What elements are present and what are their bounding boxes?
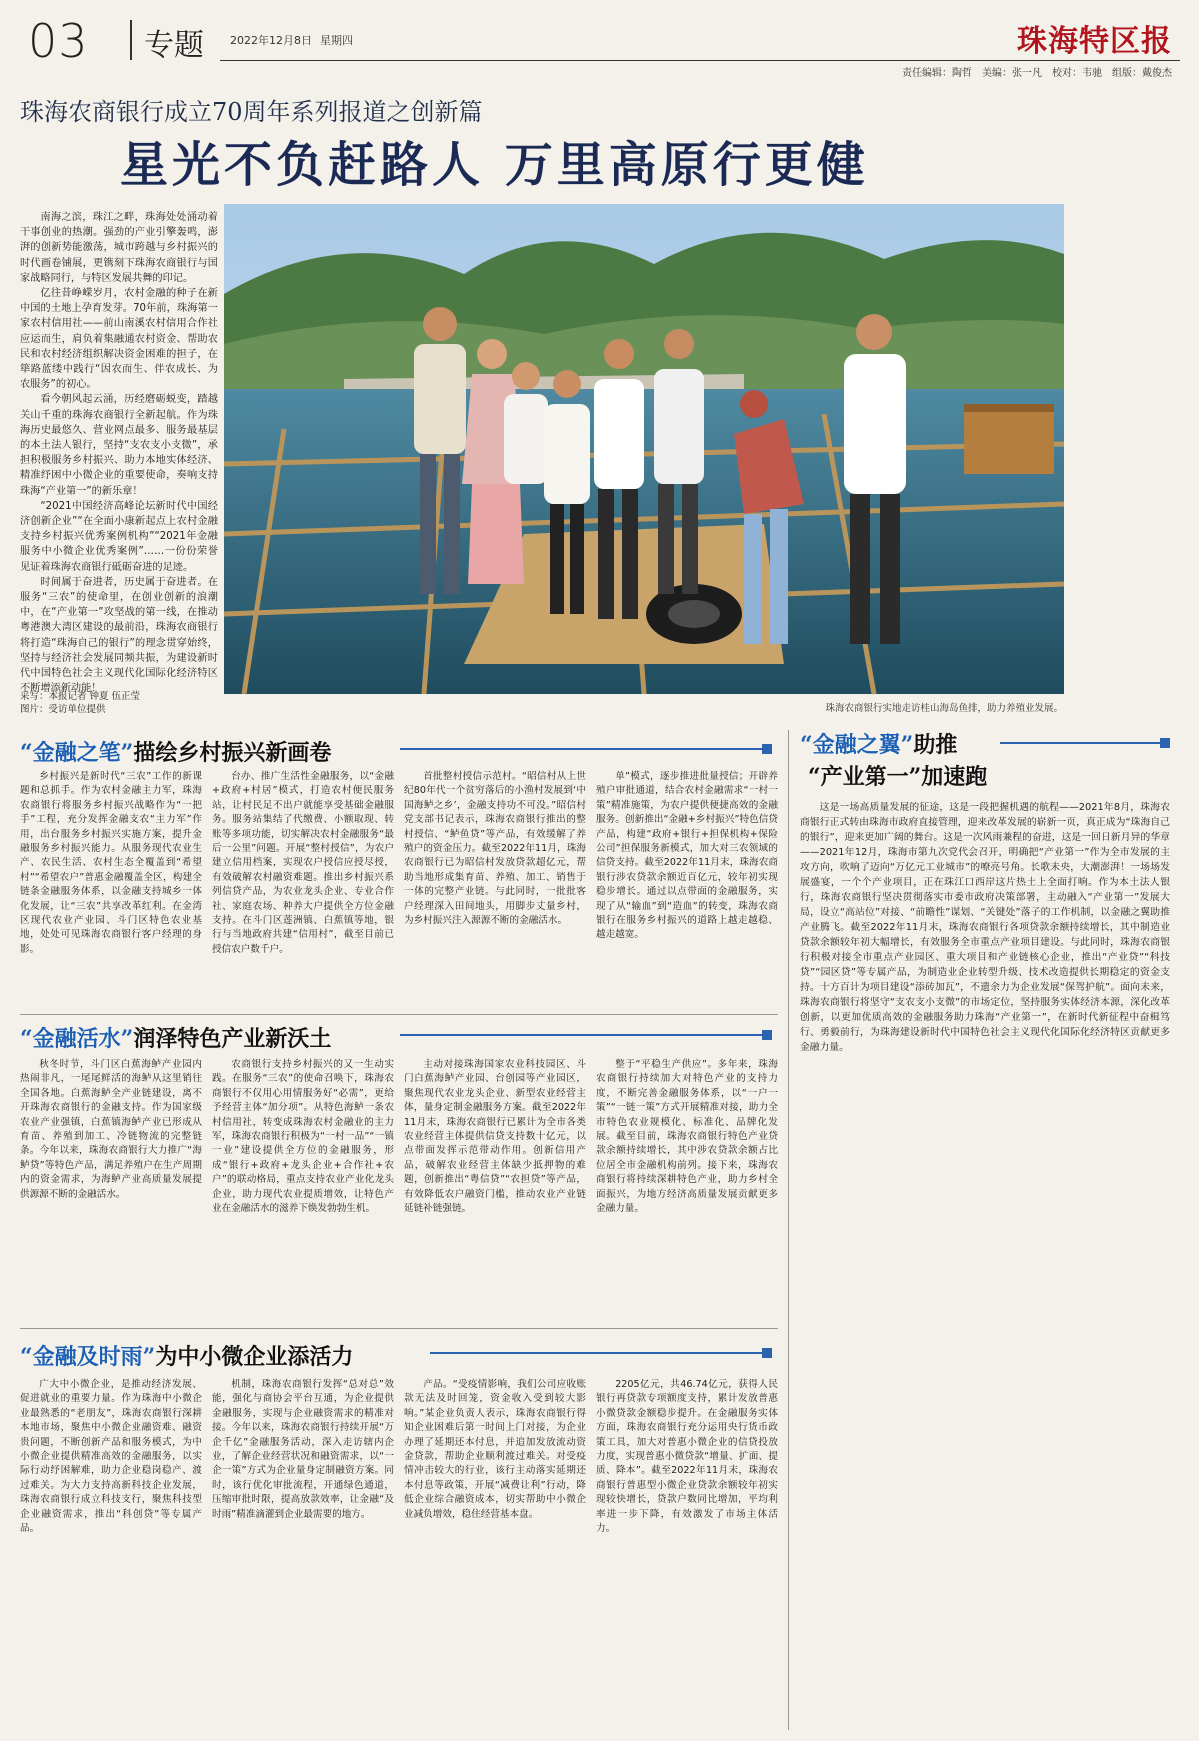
article-column (212, 770, 394, 1010)
article-column (212, 1378, 394, 1728)
section-rule (400, 748, 772, 750)
column-text: 产品。“受疫情影响，我们公司应收账款无法及时回笼，资金收入受到较大影响。”某企业负责人表示，珠海农商银行得知企业困难后第一时间上门对接，为企业办理了延期还本付息，并追加发放流动资金贷款，帮助企业顺利渡过难关。对受疫情冲击较大的行业，该行主动落实延期还本付息等政策，开展“减费让利”行动，降低企业综合融资成本，切实帮助中小微企业减负增效，稳住经营基本盘。 (404, 1379, 586, 1520)
article-column (800, 800, 1170, 1728)
intro-paragraph: 亿往昔峥嵘岁月，农村金融的种子在新中国的土地上孕育发芽。70年前，珠海第一家农村信用社——前山南溪农村信用合作社应运而生，肩负着集融通农村资金、帮助农民和农村经济组织解决资金困难的担子，在筚路蓝缕中践行“因农而生、伴农成长、为农服务”的初心。 (20, 288, 218, 391)
section-divider (20, 1328, 778, 1329)
column-text: 乡村振兴是新时代“三农”工作的新课题和总抓手。作为农村金融主力军，珠海农商银行将服务乡村振兴战略作为“一把手”工程，充分发挥金融支农“主力军”作用，出台服务乡村振兴实施方案，提升金融服务乡村振兴能力。从服务现代农业生产、农民生活、农村生态全覆盖到“希望村”“希望农户”普惠金融覆盖全区，构建全链条金融服务体系，以金融支持城乡一体化发展，让“三农”共享改革红利。在金湾区现代农业产业园、斗门区特色农业基地，处处可见珠海农商银行客户经理的身影。 (20, 771, 202, 955)
section-title-quote: “金融及时雨” (20, 1344, 156, 1370)
article-column (20, 770, 202, 1010)
issue-date: 2022年12月8日 (230, 34, 312, 47)
section-title-text: 助推 (913, 732, 958, 758)
photo-caption: 珠海农商银行实地走访桂山海岛鱼排，助力养殖业发展。 (825, 703, 1063, 714)
reporter-credit: 采写：本报记者 钟夏 伍正莹 (20, 691, 141, 702)
intro-paragraph: “2021中国经济高峰论坛新时代中国经济创新企业”“在全面小康新起点上农村金融支持乡村振兴优秀案例机构”“2021年金融服务中小微企业优秀案例”……一份份荣誉见证着珠海农商银行砥砺奋进的足迹。 (20, 500, 218, 573)
section-title-quote: “金融之翼” (800, 732, 914, 758)
article-column (596, 1058, 778, 1320)
article-column (596, 770, 778, 1010)
article-column (404, 1058, 586, 1320)
lead-photo (224, 204, 1064, 694)
masthead (20, 12, 1180, 79)
section-title (800, 728, 957, 759)
section-name: 专题 (144, 28, 204, 63)
section-title (20, 1022, 331, 1053)
page-separator (130, 20, 132, 60)
column-text: 单”模式，逐步推进批量授信；开辟养殖户审批通道，结合农村金融需求“一村一策”精准施策，为农户提供便捷高效的金融服务。创新推出“金融+乡村振兴”特色信贷产品，构建“政府+银行+担保机构+保险公司”担保服务新模式，加大对三农领域的信贷支持。截至2022年11月末，珠海农商银行涉农贷款余额近百亿元，较年初实现稳步增长。通过以点带面的金融服务，实现了从“输血”到“造血”的转变，珠海农商银行在服务乡村振兴的道路上越走越稳、越走越宽。 (596, 771, 778, 941)
byline (20, 690, 218, 716)
section-rule (400, 1034, 772, 1036)
section-rule (1000, 742, 1170, 744)
column-text: 农商银行支持乡村振兴的又一生动实践。在服务“三农”的使命召唤下，珠海农商银行不仅用心用情服务好“必需”，更给予经营主体“加分项”。从特色海鲈一条农村信用社，转变成珠海农村金融业的主力军，珠海农商银行积极为“一村一品”“一镇一业”建设提供全方位的金融服务，形成“银行+政府+龙头企业+合作社+农户”的联动格局，重点支持农业产业化龙头企业，助力现代农业提质增效，让特色产业在金融活水的滋养下焕发勃勃生机。 (212, 1059, 394, 1215)
intro-paragraph: 南海之滨，珠江之畔，珠海处处涌动着干事创业的热潮。强劲的产业引擎轰鸣，澎湃的创新势能激荡，城市跨越与乡村振兴的时代画卷铺展，更镌刻下珠海农商银行与国家战略同行，与特区发展共舞的印记。 (20, 212, 218, 284)
intro-paragraph: 时间属于奋进者，历史属于奋进者。在服务“三农”的使命里，在创业创新的浪潮中，在“产业第一”攻坚战的第一线，在推动粤港澳大湾区建设的最前沿，珠海农商银行将打造“珠海自己的银行”的理念贯穿始终，坚持与经济社会发展同频共振，为建设新时代中国特色社会主义现代化国际化经济特区不断增添新动能！ (20, 576, 218, 695)
column-text: 秋冬时节，斗门区白蕉海鲈产业园内热闹非凡，一尾尾鲜活的海鲈从这里销往全国各地。白蕉海鲈全产业链建设，离不开珠海农商银行的金融支持。作为国家级农业产业强镇，白蕉镇海鲈产业已形成从育苗、养殖到加工、冷链物流的完整链条。今年以来，珠海农商银行大力推广“海鲈贷”等特色产品，满足养殖户在生产周期内的资金需求，为海鲈产业高质量发展提供源源不断的金融活水。 (20, 1059, 202, 1200)
section-divider (20, 1014, 778, 1015)
page-number: 03 (28, 14, 89, 68)
column-text: 这是一场高质量发展的征途，这是一段把握机遇的航程——2021年8月，珠海农商银行正式转由珠海市政府直接管理，迎来改革发展的崭新一页，真正成为“珠海自己的银行”，迎来更加广阔的舞台。这是一次风雨兼程的奋进，这是一回日新月异的华章——2021年12月，珠海市第九次党代会召开，明确把“产业第一”作为全市发展的主攻方向，吹响了迈向“万亿元工业城市”的嘹亮号角。长歌未央，大潮澎湃！一场场发展盛宴，一个个产业项目，正在珠江口西岸这片热土上全面打响。作为本土法人银行，珠海农商银行坚决贯彻落实市委市政府决策部署，主动融入“产业第一”发展大局，设立“高站位”对接、“前瞻性”谋划、“关键处”落子的工作机制，以金融之翼助推产业腾飞。截至2022年11月末，珠海农商银行各项贷款余额持续增长，其中制造业贷款余额较年初大幅增长，有效服务全市重点产业项目建设。与此同时，珠海农商银行积极对接全市重点产业园区、重大项目和产业链核心企业，推出“产业贷”“科技贷”“园区贷”等专属产品，为制造业企业转型升级、技术改造提供长期稳定的资金支持。十方百计为项目建设“添砖加瓦”，不遗余力为企业发展“保驾护航”。面向未来，珠海农商银行将坚守“支农支小支微”的市场定位，坚持服务实体经济本源，深化改革创新，以更加优质高效的金融服务助力珠海“产业第一”，在新时代新征程中奋楫笃行、勇毅前行，为珠海建设新时代中国特色社会主义现代化国际化经济特区贡献更多金融力量。 (800, 802, 1170, 1053)
article-column (404, 1378, 586, 1728)
issue-weekday: 星期四 (320, 34, 353, 47)
section-title (20, 1340, 353, 1371)
article-headline: 星光不负赶路人 万里高原行更健 (120, 137, 869, 193)
section-title-line2: “产业第一”加速跑 (808, 764, 988, 790)
article-column (20, 1378, 202, 1728)
newspaper-logo: 珠海特区报 (1017, 24, 1172, 59)
masthead-rule (220, 60, 1180, 61)
section-title-text: 润泽特色产业新沃土 (133, 1026, 332, 1052)
column-text: 首批整村授信示范村。“昭信村从上世纪80年代一个贫穷落后的小渔村发展到‘中国海鲈之乡’，金融支持功不可没。”昭信村党支部书记表示，珠海农商银行推出的整村授信、“鲈鱼贷”等产品，有效缓解了养殖户的资金压力。截至2022年11月，珠海农商银行已为昭信村发放贷款超亿元，帮助当地形成集育苗、养殖、加工、销售于一体的完整产业链。与此同时，一批批客户经理深入田间地头，用脚步丈量乡村，为乡村振兴注入源源不断的金融活水。 (404, 771, 586, 927)
column-text: 台办、推广生活性金融服务，以“金融+政府+村居”模式，打造农村便民服务站，让村民足不出户就能享受基础金融服务。服务站集结了代缴费、小额取现、转账等多项功能，切实解决农村金融服务“最后一公里”问题。开展“整村授信”，为农户建立信用档案，实现农户授信应授尽授，有效破解农村融资难题。推出乡村振兴系列信贷产品，为农业龙头企业、专业合作社、家庭农场、种养大户提供全方位金融支持。在斗门区莲洲镇、白蕉镇等地，银行与当地政府共建“信用村”，截至目前已授信农户数千户。 (212, 771, 394, 955)
column-text: 主动对接珠海国家农业科技园区、斗门白蕉海鲈产业园、台创园等产业园区，聚焦现代农业龙头企业、新型农业经营主体，量身定制金融服务方案。截至2022年11月末，珠海农商银行已累计为全市各类农业经营主体提供信贷支持数十亿元，以点带面发挥示范带动作用。创新信用产品，破解农业经营主体缺少抵押物的难题，创新推出“粤信贷”“农担贷”等产品，有效降低农户融资门槛，推动农业产业链延链补链强链。 (404, 1059, 586, 1215)
article-column (20, 1058, 202, 1320)
article-subhead: 珠海农商银行成立70周年系列报道之创新篇 (20, 98, 483, 126)
section-title-quote: “金融之笔” (20, 740, 134, 766)
fish-raft-photo (224, 204, 1064, 694)
intro-text (20, 210, 218, 695)
editor-credits: 责任编辑：陶哲 美编：张一凡 校对：韦驰 组版：戴俊杰 (902, 68, 1172, 79)
section-rule (430, 1352, 772, 1354)
intro-paragraph: 看今朝风起云涌，历经磨砺蜕变，踏越关山千重的珠海农商银行全新起航。作为珠海历史最悠久、营业网点最多、服务最基层的本土法人银行，坚持“支农支小支微”，承担积极服务乡村振兴、助力本地实体经济、精准纾困中小微企业的重要使命，奏响支持珠海“产业第一”的新乐章！ (20, 394, 218, 497)
article-column (212, 1058, 394, 1320)
article-column (404, 770, 586, 1010)
column-text: 广大中小微企业，是推动经济发展、促进就业的重要力量。作为珠海中小微企业最熟悉的“老朋友”，珠海农商银行深耕本地市场，聚焦中小微企业融资难、融资贵问题，不断创新产品和服务模式，为中小微企业提供精准高效的金融服务，以实际行动纾困解难，助力企业稳岗稳产、渡过难关。为大力支持高新科技企业发展，珠海农商银行成立科技支行，聚焦科技型企业融资需求，推出“科创贷”等专属产品。 (20, 1379, 202, 1535)
column-text: 机制，珠海农商银行发挥“总对总”效能，强化与商协会平台互通，为企业提供金融服务，实现与企业融资需求的精准对接。今年以来，珠海农商银行持续开展“万企千亿”金融服务活动，深入走访辖内企业，了解企业经营状况和融资需求，以“一企一策”方式为企业量身定制融资方案。同时，该行优化审批流程，开通绿色通道，压缩审批时限，提高放款效率，让金融“及时雨”精准滴灌到企业最需要的地方。 (212, 1379, 394, 1520)
section-title-text: 描绘乡村振兴新画卷 (133, 740, 332, 766)
section-title (20, 736, 331, 767)
column-text: 2205亿元，共46.74亿元，获得人民银行再贷款专项额度支持，累计发放普惠小微贷款金额稳步提升。在金融服务实体方面，珠海农商银行充分运用央行货币政策工具，加大对普惠小微企业的信贷投放力度，实现普惠小微贷款“增量、扩面、提质、降本”。截至2022年11月末，珠海农商银行普惠型小微企业贷款余额较年初实现较快增长，贷款户数同比增加，平均利率进一步下降，有效激发了市场主体活力。 (596, 1379, 778, 1535)
section-title-text: 为中小微企业添活力 (155, 1344, 354, 1370)
photo-credit: 图片：受访单位提供 (20, 704, 106, 715)
article-column (596, 1378, 778, 1728)
section-title-quote: “金融活水” (20, 1026, 134, 1052)
column-text: 整于“平稳生产供应”。多年来，珠海农商银行持续加大对特色产业的支持力度，不断完善金融服务体系，以“一户一策”“一链一策”方式开展精准对接，助力全市特色农业规模化、标准化、品牌化发展。截至目前，珠海农商银行特色产业贷款余额持续增长，其中涉农贷款余额占比位居全市金融机构前列。接下来，珠海农商银行将持续深耕特色产业，助力乡村全面振兴，为地方经济高质量发展贡献更多金融力量。 (596, 1059, 778, 1215)
column-divider (788, 730, 789, 1730)
